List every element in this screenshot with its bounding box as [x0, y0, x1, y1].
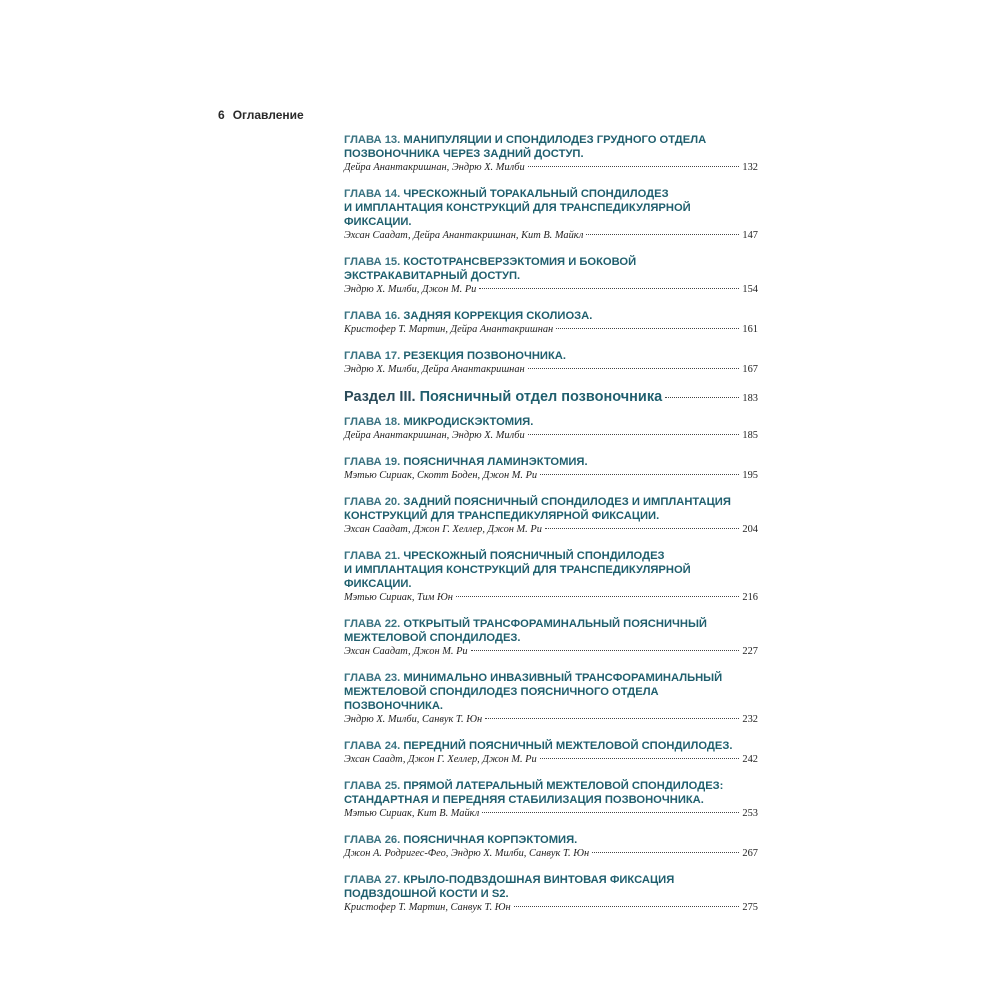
leader-dots	[665, 397, 739, 398]
chapter-prefix: ГЛАВА 20.	[344, 496, 401, 508]
chapter-title-text: ПЕРЕДНИЙ ПОЯСНИЧНЫЙ МЕЖТЕЛОВОЙ СПОНДИЛОДЕЗ.	[403, 740, 733, 752]
chapter-prefix: ГЛАВА 18.	[344, 416, 401, 428]
chapter-title	[344, 255, 758, 283]
chapter-prefix: ГЛАВА 24.	[344, 740, 401, 752]
chapter-prefix: ГЛАВА 15.	[344, 256, 401, 268]
author-line	[344, 229, 758, 242]
chapter-page: 204	[742, 524, 758, 535]
chapter-authors: Джон А. Родригес-Фео, Эндрю Х. Милби, Санвук Т. Юн	[344, 848, 590, 859]
chapter-title-line	[344, 201, 758, 215]
page-header	[218, 108, 304, 122]
author-line	[344, 469, 758, 482]
chapter-title-text: ОТКРЫТЫЙ ТРАНСФОРАМИНАЛЬНЫЙ ПОЯСНИЧНЫЙ	[403, 618, 707, 630]
chapter-authors: Мэтью Сириак, Скотт Боден, Джон М. Ри	[344, 470, 538, 481]
chapter-authors: Кристофер Т. Мартин, Дейра Анантакришнан	[344, 324, 554, 335]
chapter-page: 275	[742, 902, 758, 913]
chapter-title-line	[344, 215, 758, 229]
page-title: Оглавление	[232, 108, 304, 122]
author-line	[344, 645, 758, 658]
chapter-prefix: ГЛАВА 13.	[344, 134, 401, 146]
chapter-prefix: ГЛАВА 23.	[344, 672, 401, 684]
chapter-title-text: ЗАДНИЙ ПОЯСНИЧНЫЙ СПОНДИЛОДЕЗ И ИМПЛАНТАЦИЯ	[403, 496, 731, 508]
chapter-page: 154	[742, 284, 758, 295]
chapter-prefix: ГЛАВА 21.	[344, 550, 401, 562]
chapter-prefix: ГЛАВА 14.	[344, 188, 401, 200]
chapter-title-text: РЕЗЕКЦИЯ ПОЗВОНОЧНИКА.	[403, 350, 566, 362]
chapter-page: 167	[742, 364, 758, 375]
chapter-prefix: ГЛАВА 16.	[344, 310, 401, 322]
chapter-title-line	[344, 255, 758, 269]
chapter-authors: Эхсан Саадат, Джон Г. Хеллер, Джон М. Ри	[344, 524, 542, 535]
chapter-title-text: МАНИПУЛЯЦИИ И СПОНДИЛОДЕЗ ГРУДНОГО ОТДЕЛА	[403, 134, 707, 146]
chapter-title-line	[344, 133, 758, 147]
chapter-title-text: И ИМПЛАНТАЦИЯ КОНСТРУКЦИЙ ДЛЯ ТРАНСПЕДИКУЛЯРНОЙ	[344, 564, 691, 576]
leader-dots	[482, 812, 739, 813]
author-line	[344, 363, 758, 376]
author-line	[344, 161, 758, 174]
chapter-authors: Мэтью Сириак, Кит В. Майкл	[344, 808, 480, 819]
leader-dots	[545, 528, 739, 529]
chapter-title-text: МИКРОДИСКЭКТОМИЯ.	[403, 416, 534, 428]
author-line	[344, 283, 758, 296]
chapter-title-text: МЕЖТЕЛОВОЙ СПОНДИЛОДЕЗ.	[344, 632, 521, 644]
chapter-title	[344, 779, 758, 807]
chapter-title-line	[344, 887, 758, 901]
chapter-entry[interactable]	[344, 549, 758, 604]
chapter-title-text: ПРЯМОЙ ЛАТЕРАЛЬНЫЙ МЕЖТЕЛОВОЙ СПОНДИЛОДЕЗ:	[403, 780, 724, 792]
chapter-title-text: ЧРЕСКОЖНЫЙ ТОРАКАЛЬНЫЙ СПОНДИЛОДЕЗ	[403, 188, 669, 200]
chapter-authors: Дейра Анантакришнан, Эндрю Х. Милби	[344, 162, 525, 173]
chapter-title-text: ПОЗВОНОЧНИКА ЧЕРЕЗ ЗАДНИЙ ДОСТУП.	[344, 148, 584, 160]
chapter-entry[interactable]	[344, 133, 758, 174]
chapter-prefix: ГЛАВА 27.	[344, 874, 401, 886]
chapter-title-line	[344, 873, 758, 887]
leader-dots	[556, 328, 739, 329]
chapter-title	[344, 415, 758, 429]
chapter-authors: Эхсан Саадат, Дейра Анантакришнан, Кит В. Майкл	[344, 230, 584, 241]
chapter-prefix: ГЛАВА 19.	[344, 456, 401, 468]
chapter-page: 253	[742, 808, 758, 819]
chapter-title	[344, 739, 758, 753]
chapter-title-text: КРЫЛО-ПОДВЗДОШНАЯ ВИНТОВАЯ ФИКСАЦИЯ	[403, 874, 675, 886]
chapter-title-text: И ИМПЛАНТАЦИЯ КОНСТРУКЦИЙ ДЛЯ ТРАНСПЕДИКУЛЯРНОЙ	[344, 202, 691, 214]
chapter-entry[interactable]	[344, 671, 758, 726]
chapter-page: 242	[742, 754, 758, 765]
chapter-page: 147	[742, 230, 758, 241]
chapter-title-line	[344, 699, 758, 713]
chapter-authors: Эндрю Х. Милби, Джон М. Ри	[344, 284, 477, 295]
chapter-title-line	[344, 147, 758, 161]
chapter-title-line	[344, 309, 758, 323]
chapter-authors: Эхсан Саадт, Джон Г. Хеллер, Джон М. Ри	[344, 754, 537, 765]
chapter-page: 216	[742, 592, 758, 603]
chapter-title	[344, 455, 758, 469]
chapter-title-line	[344, 495, 758, 509]
chapter-title-line	[344, 455, 758, 469]
chapter-title-line	[344, 779, 758, 793]
author-line	[344, 753, 758, 766]
section-prefix: Раздел III.	[344, 389, 416, 405]
chapter-title-line	[344, 349, 758, 363]
chapter-entry[interactable]	[344, 187, 758, 242]
chapter-title	[344, 873, 758, 901]
section-title: Поясничный отдел позвоночника	[419, 389, 663, 405]
chapter-title-line	[344, 563, 758, 577]
chapter-title-line	[344, 187, 758, 201]
chapter-prefix: ГЛАВА 22.	[344, 618, 401, 630]
chapter-title-text: ФИКСАЦИИ.	[344, 578, 412, 590]
author-line	[344, 323, 758, 336]
chapter-title-text: ПОЯСНИЧНАЯ ЛАМИНЭКТОМИЯ.	[403, 456, 588, 468]
chapter-title-text: МЕЖТЕЛОВОЙ СПОНДИЛОДЕЗ ПОЯСНИЧНОГО ОТДЕЛА	[344, 686, 659, 698]
chapter-title	[344, 549, 758, 591]
chapter-entry[interactable]	[344, 349, 758, 376]
chapter-page: 132	[742, 162, 758, 173]
chapter-title-line	[344, 739, 758, 753]
chapter-prefix: ГЛАВА 26.	[344, 834, 401, 846]
leader-dots	[456, 596, 740, 597]
chapter-entry[interactable]	[344, 617, 758, 658]
leader-dots	[540, 474, 739, 475]
chapter-list-after	[344, 415, 758, 914]
leader-dots	[479, 288, 739, 289]
chapter-entry[interactable]	[344, 779, 758, 820]
chapter-title	[344, 833, 758, 847]
author-line	[344, 523, 758, 536]
chapter-list-before	[344, 133, 758, 376]
chapter-page: 185	[742, 430, 758, 441]
chapter-title-line	[344, 415, 758, 429]
chapter-title	[344, 671, 758, 713]
chapter-title-line	[344, 833, 758, 847]
section-heading[interactable]	[344, 389, 758, 405]
author-line	[344, 429, 758, 442]
table-of-contents	[344, 133, 758, 927]
chapter-title-line	[344, 549, 758, 563]
chapter-page: 195	[742, 470, 758, 481]
chapter-page: 161	[742, 324, 758, 335]
chapter-title	[344, 309, 758, 323]
chapter-title-text: ЧРЕСКОЖНЫЙ ПОЯСНИЧНЫЙ СПОНДИЛОДЕЗ	[403, 550, 665, 562]
chapter-title-text: КОСТОТРАНСВЕРЗЭКТОМИЯ И БОКОВОЙ	[403, 256, 637, 268]
page-number: 6	[218, 108, 225, 122]
chapter-entry[interactable]	[344, 495, 758, 536]
leader-dots	[592, 852, 739, 853]
author-line	[344, 713, 758, 726]
chapter-authors: Эндрю Х. Милби, Санвук Т. Юн	[344, 714, 483, 725]
chapter-authors: Эхсан Саадат, Джон М. Ри	[344, 646, 468, 657]
chapter-title-text: ПОЗВОНОЧНИКА.	[344, 700, 444, 712]
leader-dots	[528, 368, 740, 369]
chapter-title-text: КОНСТРУКЦИЙ ДЛЯ ТРАНСПЕДИКУЛЯРНОЙ ФИКСАЦИИ.	[344, 510, 660, 522]
chapter-title-line	[344, 685, 758, 699]
chapter-title-line	[344, 631, 758, 645]
chapter-title-line	[344, 509, 758, 523]
chapter-authors: Эндрю Х. Милби, Дейра Анантакришнан	[344, 364, 525, 375]
chapter-entry[interactable]	[344, 255, 758, 296]
chapter-title-text: СТАНДАРТНАЯ И ПЕРЕДНЯЯ СТАБИЛИЗАЦИЯ ПОЗВОНОЧНИКА.	[344, 794, 704, 806]
chapter-title-line	[344, 671, 758, 685]
chapter-prefix: ГЛАВА 25.	[344, 780, 401, 792]
chapter-authors: Дейра Анантакришнан, Эндрю Х. Милби	[344, 430, 525, 441]
chapter-title-text: ФИКСАЦИИ.	[344, 216, 412, 228]
chapter-page: 227	[742, 646, 758, 657]
author-line	[344, 807, 758, 820]
author-line	[344, 847, 758, 860]
leader-dots	[471, 650, 740, 651]
leader-dots	[528, 434, 740, 435]
chapter-title-text: ПОЯСНИЧНАЯ КОРПЭКТОМИЯ.	[403, 834, 578, 846]
chapter-authors: Кристофер Т. Мартин, Санвук Т. Юн	[344, 902, 511, 913]
chapter-page: 232	[742, 714, 758, 725]
chapter-entry[interactable]	[344, 873, 758, 914]
chapter-title-line	[344, 793, 758, 807]
chapter-authors: Мэтью Сириак, Тим Юн	[344, 592, 453, 603]
chapter-title-line	[344, 269, 758, 283]
chapter-entry[interactable]	[344, 309, 758, 336]
chapter-entry[interactable]	[344, 455, 758, 482]
section-page: 183	[742, 393, 758, 404]
leader-dots	[514, 906, 740, 907]
leader-dots	[586, 234, 739, 235]
leader-dots	[485, 718, 739, 719]
chapter-page: 267	[742, 848, 758, 859]
chapter-title-text: ПОДВЗДОШНОЙ КОСТИ И S2.	[344, 888, 509, 900]
chapter-entry[interactable]	[344, 415, 758, 442]
chapter-entry[interactable]	[344, 739, 758, 766]
chapter-title-line	[344, 617, 758, 631]
chapter-title	[344, 617, 758, 645]
chapter-title	[344, 187, 758, 229]
leader-dots	[540, 758, 740, 759]
chapter-title-text: МИНИМАЛЬНО ИНВАЗИВНЫЙ ТРАНСФОРАМИНАЛЬНЫЙ	[403, 672, 723, 684]
chapter-entry[interactable]	[344, 833, 758, 860]
chapter-title-line	[344, 577, 758, 591]
chapter-title	[344, 133, 758, 161]
chapter-prefix: ГЛАВА 17.	[344, 350, 401, 362]
chapter-title	[344, 349, 758, 363]
chapter-title-text: ЭКСТРАКАВИТАРНЫЙ ДОСТУП.	[344, 270, 521, 282]
author-line	[344, 591, 758, 604]
author-line	[344, 901, 758, 914]
chapter-title	[344, 495, 758, 523]
chapter-title-text: ЗАДНЯЯ КОРРЕКЦИЯ СКОЛИОЗА.	[403, 310, 593, 322]
leader-dots	[528, 166, 740, 167]
